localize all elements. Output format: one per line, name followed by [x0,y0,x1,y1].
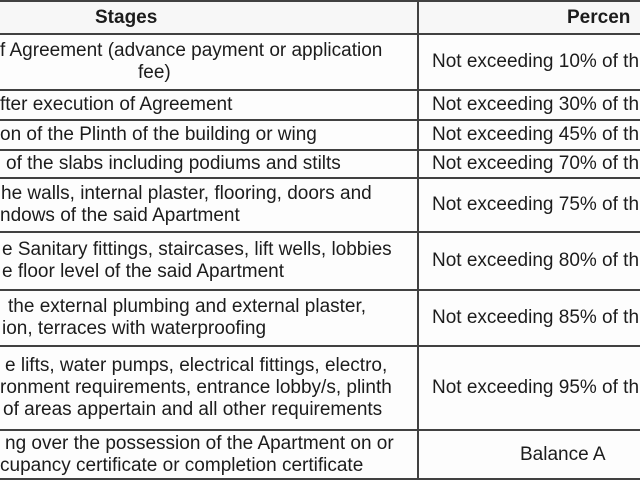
table-row [0,291,640,347]
table-row [0,121,640,151]
stage-text: ndows of the said Apartment [0,205,240,226]
percentage-cell [419,179,640,231]
percentage-cell [419,35,640,89]
stage-cell [0,291,419,345]
table-row [0,179,640,233]
stage-text: f Agreement (advance payment or application [0,40,383,61]
stage-text: of areas appertain and all other requirements [3,399,383,420]
percentage-cell [419,121,640,149]
percentage-text: Not exceeding 85% of th [432,307,640,328]
table-row [0,347,640,431]
table-row [0,151,640,179]
table-row [0,233,640,291]
percentage-text: Not exceeding 30% of th [432,94,640,115]
stage-cell [0,179,419,231]
stage-text: fee) [138,62,171,83]
percentage-cell [419,233,640,289]
stage-text: of the slabs including podiums and stilts [6,153,341,174]
table-row [0,35,640,91]
percentage-header-label: Percen [567,6,631,28]
stage-text: ion, terraces with waterproofing [2,318,267,339]
percentage-text: Not exceeding 80% of th [432,250,640,271]
percentage-cell [419,347,640,429]
stage-text: ronment requirements, entrance lobby/s, plinth [0,377,392,398]
stage-text: e floor level of the said Apartment [2,261,284,282]
stage-text: e lifts, water pumps, electrical fittings, electro, [5,355,388,376]
stage-cell [0,233,419,289]
stage-text: fter execution of Agreement [0,94,233,115]
percentage-text: Balance A [520,443,606,465]
stage-text: the external plumbing and external plaster, [8,296,367,317]
stage-text: ng over the possession of the Apartment on or [5,432,394,454]
stage-text: cupancy certificate or completion certificate [0,454,364,476]
stage-text: on of the Plinth of the building or wing [0,124,317,145]
stage-cell [0,35,419,89]
stage-cell [0,151,419,177]
percentage-cell [419,291,640,345]
stage-cell [0,91,419,119]
stage-cell [0,347,419,429]
table-row [0,431,640,480]
header-row [0,2,640,35]
percentage-cell [419,151,640,177]
stages-header-cell [0,2,419,33]
percentage-header-cell [419,2,640,33]
stage-text: e Sanitary fittings, staircases, lift wells, lobbies [2,239,392,260]
stage-text: he walls, internal plaster, flooring, doors and [1,183,372,204]
percentage-cell [419,91,640,119]
percentage-text: Not exceeding 75% of th [432,194,640,215]
stage-cell [0,431,419,478]
percentage-cell [419,431,640,478]
stages-header-label: Stages [95,6,158,28]
percentage-text: Not exceeding 95% of th [432,377,640,398]
percentage-text: Not exceeding 45% of th [432,124,640,145]
percentage-text: Not exceeding 70% of th [432,153,640,174]
table-row [0,91,640,121]
stage-cell [0,121,419,149]
percentage-text: Not exceeding 10% of th [432,51,640,72]
